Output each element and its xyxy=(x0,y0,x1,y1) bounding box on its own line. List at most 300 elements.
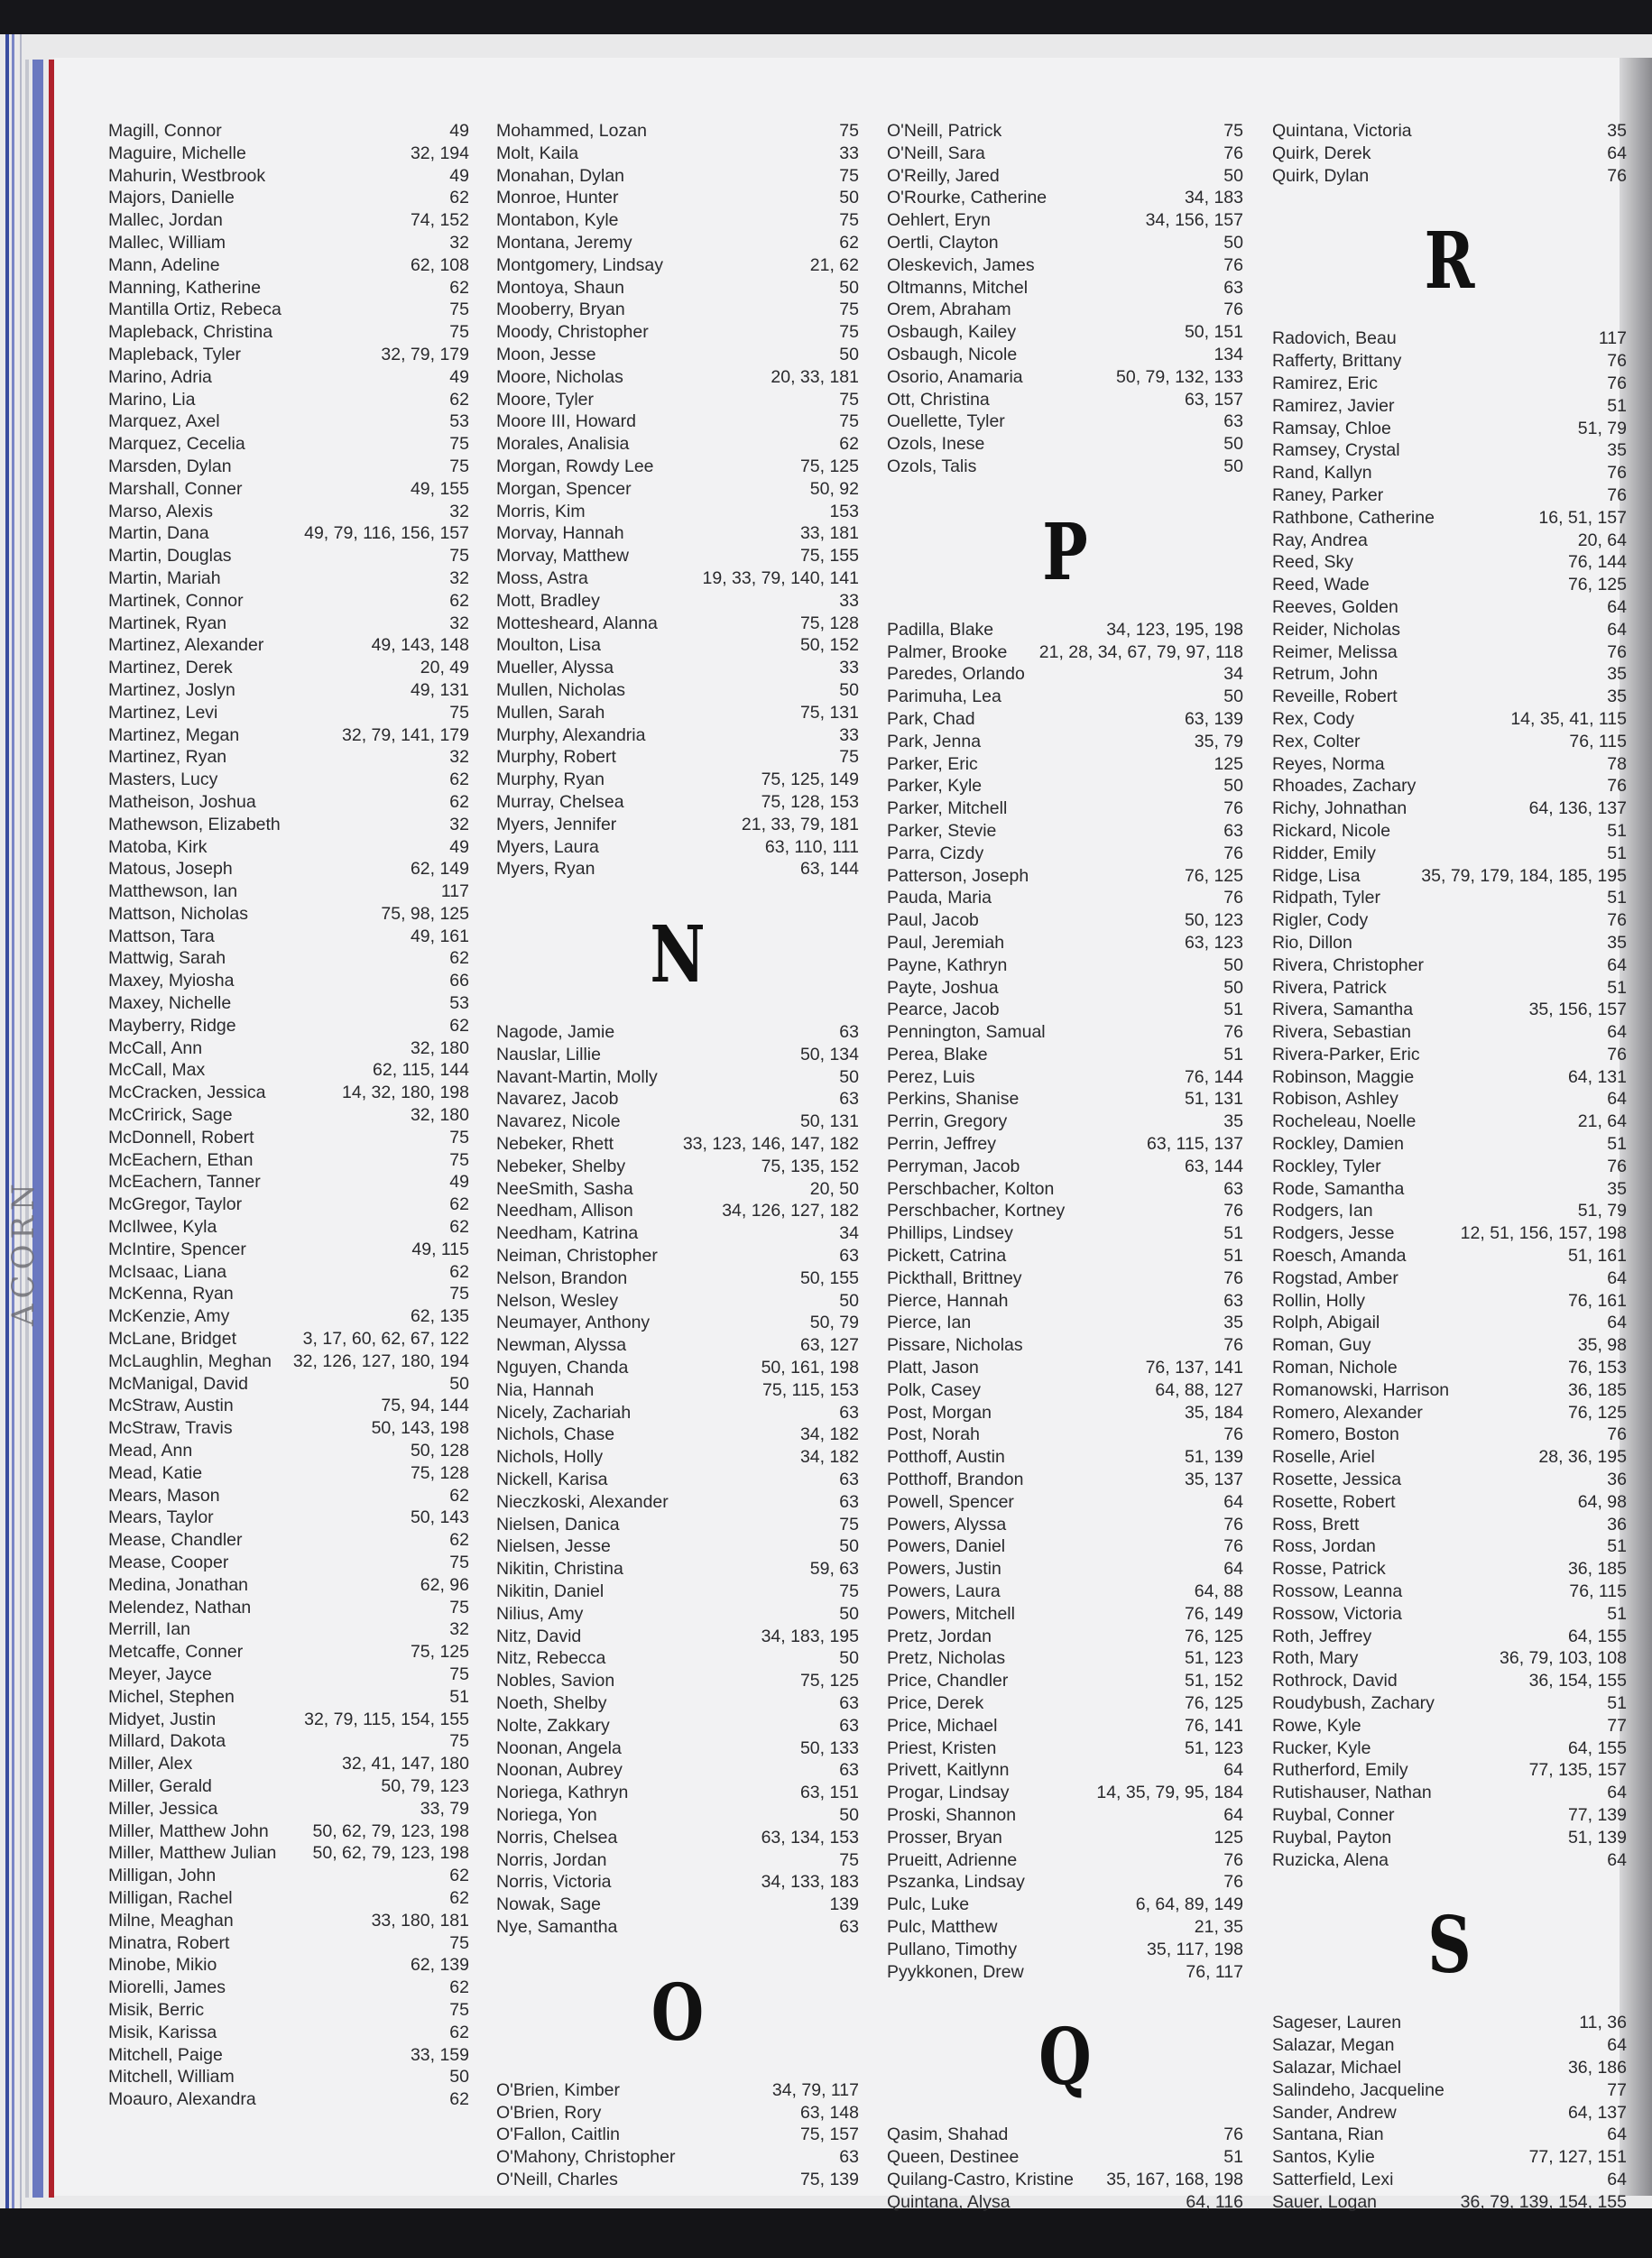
entry-name: Pissare, Nicholas xyxy=(887,1335,1023,1356)
entry-name: Potthoff, Brandon xyxy=(887,1470,1024,1490)
index-entry xyxy=(496,858,859,880)
entry-name: Morales, Analisia xyxy=(496,434,630,455)
entry-pages: 64 xyxy=(1607,1313,1627,1333)
entry-name: Martinez, Ryan xyxy=(108,747,227,768)
entry-name: Rollin, Holly xyxy=(1272,1290,1365,1311)
entry-name: Powers, Mitchell xyxy=(887,1603,1015,1624)
entry-name: Morgan, Spencer xyxy=(496,478,632,499)
entry-name: Potthoff, Austin xyxy=(887,1447,1005,1468)
entry-name: Rigler, Cody xyxy=(1272,910,1369,931)
index-entry xyxy=(108,657,469,679)
entry-name: Pulc, Luke xyxy=(887,1894,970,1915)
index-entry xyxy=(887,1357,1243,1379)
index-entry xyxy=(108,545,469,567)
entry-name: Mease, Cooper xyxy=(108,1553,229,1572)
section-letter-p: P xyxy=(1042,506,1088,598)
entry-pages: 75 xyxy=(839,322,859,343)
entry-name: Noonan, Angela xyxy=(496,1737,622,1758)
entry-name: Nielsen, Jesse xyxy=(496,1536,611,1557)
entry-pages: 14, 35, 79, 95, 184 xyxy=(1096,1783,1243,1803)
entry-name: Perez, Luis xyxy=(887,1066,975,1087)
index-entry xyxy=(1272,2169,1627,2191)
entry-pages: 50, 151 xyxy=(1184,322,1243,343)
entry-name: Masters, Lucy xyxy=(108,770,218,790)
entry-pages: 50, 161, 198 xyxy=(761,1358,859,1378)
index-entry xyxy=(887,753,1243,776)
entry-name: Miller, Matthew John xyxy=(108,1820,269,1841)
entry-pages: 62 xyxy=(449,1530,469,1551)
index-entry xyxy=(496,1245,859,1267)
index-entry xyxy=(496,1916,859,1939)
entry-pages: 62 xyxy=(449,1015,469,1036)
index-entry xyxy=(108,1597,469,1619)
entry-pages: 64 xyxy=(1607,596,1627,617)
section-letter-o: O xyxy=(651,1967,705,2059)
entry-pages: 63, 115, 137 xyxy=(1147,1134,1243,1155)
entry-pages: 21, 64 xyxy=(1577,1111,1627,1132)
entry-name: Mears, Taylor xyxy=(108,1507,214,1528)
index-entry xyxy=(496,389,859,411)
index-entry xyxy=(496,120,859,143)
index-entry xyxy=(887,1312,1243,1334)
entry-pages: 75, 125, 149 xyxy=(761,770,859,790)
entry-pages: 75, 139 xyxy=(799,2169,859,2189)
index-entry xyxy=(496,613,859,635)
index-entry xyxy=(496,2124,859,2146)
entry-pages: 64, 116 xyxy=(1186,2191,1243,2212)
index-entry xyxy=(108,947,469,970)
entry-pages: 51, 152 xyxy=(1184,1671,1243,1691)
entry-pages: 34, 183 xyxy=(1184,188,1243,208)
entry-pages: 66 xyxy=(449,971,469,991)
index-entry xyxy=(496,254,859,277)
entry-name: McCririck, Sage xyxy=(108,1105,233,1126)
index-entry xyxy=(108,1462,469,1485)
entry-pages: 75 xyxy=(449,1999,469,2020)
entry-pages: 75, 98, 125 xyxy=(381,903,469,924)
entry-name: Nobles, Savion xyxy=(496,1671,615,1691)
entry-pages: 32, 180 xyxy=(410,1037,469,1058)
entry-name: Magill, Connor xyxy=(108,121,222,141)
index-entry xyxy=(108,1574,469,1597)
index-entry xyxy=(108,2066,469,2088)
entry-pages: 33 xyxy=(839,590,859,611)
entry-pages: 35 xyxy=(1223,1313,1243,1333)
index-entry xyxy=(1272,1469,1627,1491)
index-entry xyxy=(887,641,1243,664)
index-entry xyxy=(1272,1581,1627,1603)
index-entry xyxy=(108,1910,469,1932)
entry-name: Ross, Jordan xyxy=(1272,1536,1376,1557)
index-entry xyxy=(496,1312,859,1334)
entry-name: Murphy, Ryan xyxy=(496,770,605,790)
entry-pages: 62 xyxy=(449,1261,469,1282)
entry-pages: 49, 161 xyxy=(410,926,469,946)
index-entry xyxy=(496,321,859,344)
index-entry xyxy=(108,120,469,143)
index-entry xyxy=(1272,1267,1627,1290)
index-entry xyxy=(1272,1066,1627,1089)
entry-name: Rutishauser, Nathan xyxy=(1272,1783,1432,1803)
index-entry xyxy=(496,1894,859,1916)
index-entry xyxy=(887,1514,1243,1536)
entry-name: Payte, Joshua xyxy=(887,977,999,998)
index-entry xyxy=(108,187,469,209)
index-entry xyxy=(108,410,469,433)
entry-pages: 63, 144 xyxy=(1184,1156,1243,1176)
entry-name: Neumayer, Anthony xyxy=(496,1313,651,1333)
entry-pages: 50 xyxy=(1223,776,1243,797)
entry-pages: 76, 144 xyxy=(1567,552,1627,573)
index-entry xyxy=(108,1485,469,1507)
entry-pages: 35, 184 xyxy=(1184,1402,1243,1423)
entry-pages: 62, 149 xyxy=(410,859,469,880)
index-entry xyxy=(108,299,469,321)
entry-pages: 49, 79, 116, 156, 157 xyxy=(304,523,469,544)
entry-pages: 76 xyxy=(1223,1536,1243,1557)
index-entry xyxy=(108,970,469,992)
entry-pages: 50 xyxy=(839,1066,859,1087)
entry-pages: 36, 185 xyxy=(1567,1379,1627,1400)
entry-name: Marshall, Conner xyxy=(108,478,243,499)
index-entry xyxy=(887,1245,1243,1267)
index-entry xyxy=(496,299,859,321)
entry-pages: 62 xyxy=(449,1217,469,1238)
index-entry xyxy=(108,1059,469,1082)
entry-name: Rolph, Abigail xyxy=(1272,1313,1380,1333)
entry-name: Salindeho, Jacqueline xyxy=(1272,2079,1444,2100)
entry-name: Rand, Kallyn xyxy=(1272,463,1372,484)
index-entry xyxy=(1272,2057,1627,2079)
entry-name: Mattson, Tara xyxy=(108,926,215,946)
entry-pages: 14, 35, 41, 115 xyxy=(1510,708,1627,729)
index-entry xyxy=(1272,1178,1627,1201)
section-letter-n: N xyxy=(650,909,706,1001)
index-entry xyxy=(887,1894,1243,1916)
entry-pages: 51 xyxy=(1607,1603,1627,1624)
index-entry xyxy=(108,1618,469,1641)
index-entry xyxy=(887,1111,1243,1133)
entry-pages: 75, 135, 152 xyxy=(761,1156,859,1176)
index-entry xyxy=(887,932,1243,954)
entry-name: Norris, Jordan xyxy=(496,1849,607,1870)
index-entry xyxy=(887,366,1243,389)
entry-name: Rex, Colter xyxy=(1272,731,1361,751)
entry-name: Mattwig, Sarah xyxy=(108,948,226,969)
entry-name: Quintana, Victoria xyxy=(1272,121,1412,141)
entry-pages: 139 xyxy=(829,1894,859,1915)
entry-pages: 62 xyxy=(449,770,469,790)
entry-name: Navarez, Nicole xyxy=(496,1111,621,1132)
entry-pages: 20, 64 xyxy=(1577,530,1627,550)
index-entry xyxy=(496,143,859,165)
index-entry xyxy=(496,634,859,657)
entry-name: Medina, Jonathan xyxy=(108,1574,249,1595)
entry-pages: 63, 139 xyxy=(1184,708,1243,729)
index-entry xyxy=(108,1664,469,1686)
entry-name: Miorelli, James xyxy=(108,1977,226,1998)
entry-name: Rhoades, Zachary xyxy=(1272,776,1417,797)
entry-pages: 76 xyxy=(1607,373,1627,393)
index-entry xyxy=(887,977,1243,1000)
index-entry xyxy=(1272,418,1627,440)
index-entry xyxy=(108,1730,469,1753)
entry-name: Noonan, Aubrey xyxy=(496,1760,623,1781)
index-entry xyxy=(887,1290,1243,1313)
index-entry xyxy=(1272,1200,1627,1222)
index-entry xyxy=(496,1156,859,1178)
entry-pages: 63 xyxy=(839,1246,859,1267)
entry-name: O'Neill, Patrick xyxy=(887,121,1002,141)
index-entry xyxy=(887,120,1243,143)
entry-pages: 76 xyxy=(1607,484,1627,505)
entry-name: Ray, Andrea xyxy=(1272,530,1368,550)
entry-name: Santos, Kylie xyxy=(1272,2147,1375,2168)
entry-name: Rodgers, Jesse xyxy=(1272,1223,1395,1244)
index-entry xyxy=(887,344,1243,366)
entry-name: Mitchell, William xyxy=(108,2067,235,2087)
index-entry xyxy=(108,926,469,948)
entry-name: Needham, Katrina xyxy=(496,1223,639,1244)
entry-pages: 50, 123 xyxy=(1184,910,1243,931)
entry-name: Pierce, Hannah xyxy=(887,1290,1009,1311)
entry-pages: 64, 155 xyxy=(1567,1626,1627,1646)
index-entry xyxy=(108,478,469,501)
entry-pages: 50, 62, 79, 123, 198 xyxy=(312,1843,469,1864)
entry-name: Rocheleau, Noelle xyxy=(1272,1111,1417,1132)
index-entry xyxy=(1272,1782,1627,1804)
index-entry xyxy=(108,1686,469,1709)
entry-pages: 50 xyxy=(1223,456,1243,476)
index-entry xyxy=(1272,708,1627,731)
index-entry xyxy=(887,2191,1243,2214)
entry-name: Maguire, Michelle xyxy=(108,143,246,163)
entry-name: Martinez, Joslyn xyxy=(108,679,235,700)
index-entry xyxy=(108,1887,469,1910)
index-entry xyxy=(496,657,859,679)
entry-name: McDonnell, Robert xyxy=(108,1127,254,1147)
entry-pages: 49 xyxy=(449,165,469,186)
entry-name: Ridge, Lisa xyxy=(1272,865,1361,886)
index-entry xyxy=(887,143,1243,165)
index-entry xyxy=(1272,1357,1627,1379)
entry-pages: 63 xyxy=(1223,1178,1243,1199)
index-entry xyxy=(496,1200,859,1222)
entry-name: Minobe, Mikio xyxy=(108,1955,217,1976)
index-entry xyxy=(887,1402,1243,1424)
entry-name: Oehlert, Eryn xyxy=(887,210,991,231)
index-entry xyxy=(108,769,469,791)
index-entry xyxy=(496,209,859,232)
entry-pages: 63 xyxy=(1223,277,1243,298)
entry-name: Rivera, Christopher xyxy=(1272,954,1424,975)
entry-name: Reyes, Norma xyxy=(1272,753,1385,774)
entry-pages: 75 xyxy=(449,546,469,567)
entry-pages: 32 xyxy=(449,814,469,834)
index-entry xyxy=(1272,574,1627,596)
entry-name: McLane, Bridget xyxy=(108,1329,236,1350)
entry-pages: 51 xyxy=(1223,2147,1243,2168)
entry-pages: 75, 128 xyxy=(799,613,859,633)
entry-name: Queen, Destinee xyxy=(887,2147,1020,2168)
entry-name: Nye, Samantha xyxy=(496,1916,618,1937)
entry-name: NeeSmith, Sasha xyxy=(496,1178,633,1199)
entry-name: Martinez, Levi xyxy=(108,702,218,723)
entry-name: Marino, Lia xyxy=(108,389,196,410)
index-entry xyxy=(1272,1133,1627,1156)
entry-pages: 75 xyxy=(839,210,859,231)
index-entry xyxy=(1272,1737,1627,1760)
index-entry xyxy=(887,1715,1243,1737)
index-entry xyxy=(887,1088,1243,1111)
index-entry xyxy=(1272,2012,1627,2034)
entry-name: Nebeker, Rhett xyxy=(496,1134,614,1155)
entry-pages: 62 xyxy=(839,232,859,253)
entry-name: Roth, Jeffrey xyxy=(1272,1626,1372,1646)
entry-name: Ozols, Inese xyxy=(887,434,985,455)
entry-name: Miller, Alex xyxy=(108,1754,193,1774)
index-entry xyxy=(108,165,469,188)
entry-pages: 62 xyxy=(449,2022,469,2042)
entry-pages: 34 xyxy=(1223,664,1243,685)
entry-name: Newman, Alyssa xyxy=(496,1335,627,1356)
index-entry xyxy=(496,433,859,456)
entry-name: Ridpath, Tyler xyxy=(1272,888,1380,908)
entry-pages: 32 xyxy=(449,747,469,768)
index-entry xyxy=(108,724,469,747)
entry-pages: 75 xyxy=(449,300,469,320)
entry-pages: 50, 152 xyxy=(799,635,859,656)
entry-name: Matous, Joseph xyxy=(108,859,233,880)
index-entry xyxy=(887,277,1243,300)
index-entry xyxy=(1272,1245,1627,1267)
index-entry xyxy=(1272,2191,1627,2214)
entry-pages: 63, 151 xyxy=(799,1783,859,1803)
entry-name: Millard, Dakota xyxy=(108,1731,226,1752)
entry-name: Powers, Daniel xyxy=(887,1536,1006,1557)
entry-pages: 50 xyxy=(1223,434,1243,455)
entry-name: Rode, Samantha xyxy=(1272,1178,1405,1199)
entry-pages: 50 xyxy=(1223,165,1243,186)
entry-pages: 50 xyxy=(1223,687,1243,707)
entry-name: Retrum, John xyxy=(1272,664,1379,685)
entry-pages: 76, 137, 141 xyxy=(1145,1358,1243,1378)
index-entry xyxy=(108,1932,469,1955)
entry-pages: 35 xyxy=(1607,121,1627,141)
entry-name: Moore, Nicholas xyxy=(496,366,623,387)
index-entry xyxy=(108,1753,469,1775)
entry-name: Nowak, Sage xyxy=(496,1894,601,1915)
entry-name: Matheison, Joshua xyxy=(108,791,256,812)
entry-pages: 125 xyxy=(1214,753,1243,774)
entry-name: McManigal, David xyxy=(108,1373,248,1394)
entry-name: Rogstad, Amber xyxy=(1272,1267,1398,1288)
entry-pages: 75 xyxy=(449,1127,469,1147)
entry-pages: 62 xyxy=(449,277,469,298)
entry-name: Martinek, Ryan xyxy=(108,613,227,633)
entry-name: Mead, Katie xyxy=(108,1462,203,1483)
entry-name: Murphy, Robert xyxy=(496,747,616,768)
index-entry xyxy=(108,277,469,300)
index-entry xyxy=(887,1200,1243,1222)
index-entry xyxy=(496,1111,859,1133)
entry-name: Pszanka, Lindsay xyxy=(887,1872,1025,1893)
entry-name: Marino, Adria xyxy=(108,366,212,387)
entry-pages: 50, 133 xyxy=(799,1737,859,1758)
entry-pages: 34, 156, 157 xyxy=(1145,210,1243,231)
index-entry xyxy=(108,1373,469,1396)
entry-pages: 64 xyxy=(1223,1760,1243,1781)
index-entry xyxy=(108,1820,469,1843)
index-entry xyxy=(887,433,1243,456)
entry-pages: 35, 98 xyxy=(1577,1335,1627,1356)
entry-name: Rosette, Jessica xyxy=(1272,1470,1402,1490)
index-entry xyxy=(1272,1312,1627,1334)
entry-pages: 35 xyxy=(1223,1111,1243,1132)
entry-pages: 50 xyxy=(839,1290,859,1311)
index-entry xyxy=(496,478,859,501)
index-entry xyxy=(496,1222,859,1245)
entry-name: Powers, Justin xyxy=(887,1559,1001,1580)
index-entry xyxy=(1272,775,1627,797)
entry-name: Sander, Andrew xyxy=(1272,2102,1397,2123)
entry-name: Parker, Stevie xyxy=(887,820,997,841)
index-entry xyxy=(108,992,469,1015)
index-entry xyxy=(496,1603,859,1626)
entry-pages: 34 xyxy=(839,1223,859,1244)
entry-pages: 75 xyxy=(449,456,469,476)
entry-name: McEachern, Ethan xyxy=(108,1149,254,1170)
index-entry xyxy=(496,1267,859,1290)
entry-name: Ramsay, Chloe xyxy=(1272,418,1391,438)
entry-pages: 64, 98 xyxy=(1577,1491,1627,1512)
index-entry xyxy=(1272,1021,1627,1044)
entry-name: Nagode, Jamie xyxy=(496,1022,615,1043)
entry-pages: 35 xyxy=(1607,1178,1627,1199)
index-entry xyxy=(887,843,1243,865)
entry-name: Meyer, Jayce xyxy=(108,1664,212,1684)
index-entry xyxy=(108,836,469,859)
entry-pages: 62 xyxy=(449,1866,469,1886)
index-entry xyxy=(887,708,1243,731)
entry-name: Neiman, Christopher xyxy=(496,1246,658,1267)
index-entry xyxy=(108,1552,469,1574)
entry-pages: 49, 115 xyxy=(411,1239,469,1259)
index-entry xyxy=(1272,1603,1627,1626)
entry-pages: 35, 156, 157 xyxy=(1528,1000,1627,1020)
entry-name: Norris, Chelsea xyxy=(496,1827,618,1848)
entry-name: Post, Norah xyxy=(887,1424,980,1445)
entry-pages: 50, 143 xyxy=(410,1507,469,1528)
entry-name: Montoya, Shaun xyxy=(496,277,625,298)
index-entry xyxy=(108,433,469,456)
index-entry xyxy=(887,254,1243,277)
entry-name: Matoba, Kirk xyxy=(108,836,208,857)
index-entry xyxy=(887,1782,1243,1804)
entry-name: Satterfield, Lexi xyxy=(1272,2169,1394,2189)
entry-pages: 51 xyxy=(1223,1246,1243,1267)
entry-pages: 51 xyxy=(1607,395,1627,416)
entry-name: Powell, Spencer xyxy=(887,1491,1014,1512)
index-entry xyxy=(108,679,469,702)
entry-name: Monahan, Dylan xyxy=(496,165,625,186)
entry-name: Rutherford, Emily xyxy=(1272,1760,1408,1781)
entry-pages: 51, 131 xyxy=(1184,1089,1243,1110)
index-entry xyxy=(496,836,859,859)
entry-name: Proski, Shannon xyxy=(887,1804,1017,1825)
entry-pages: 49 xyxy=(449,1172,469,1193)
entry-name: Noeth, Shelby xyxy=(496,1693,607,1713)
